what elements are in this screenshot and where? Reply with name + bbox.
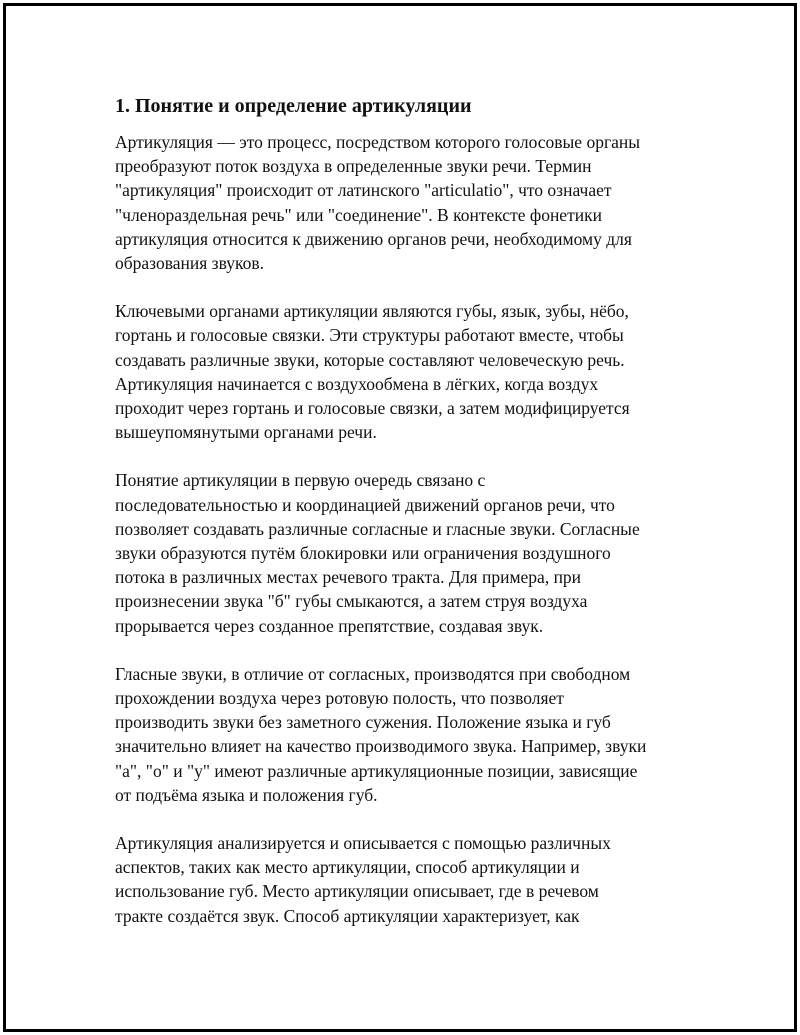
paragraph-line: "а", "о" и "у" имеют различные артикуляционные позиции, зависящие	[115, 760, 638, 781]
paragraph-line: Артикуляция анализируется и описывается с помощью различных	[115, 833, 611, 854]
paragraph-line: использование губ. Место артикуляции описывает, где в речевом	[115, 881, 599, 902]
paragraph-line: Гласные звуки, в отличие от согласных, производятся при свободном	[115, 663, 631, 684]
paragraph-line: вышеупомянутыми органами речи.	[115, 422, 377, 443]
paragraph-line: прохождении воздуха через ротовую полость, что позволяет	[115, 688, 564, 709]
paragraph-line: тракте создаётся звук. Способ артикуляции характеризует, как	[115, 905, 580, 926]
paragraph-2	[115, 299, 685, 444]
paragraph-line: позволяет создавать различные согласные и гласные звуки. Согласные	[115, 518, 640, 539]
paragraph-line: проходит через гортань и голосовые связки, а затем модифицируется	[115, 398, 630, 419]
paragraph-5	[115, 831, 685, 928]
paragraph-line: звуки образуются путём блокировки или ограничения воздушного	[115, 543, 611, 564]
document-body	[115, 94, 685, 952]
paragraph-line: производить звуки без заметного сужения. Положение языка и губ	[115, 712, 611, 733]
paragraph-line: артикуляция относится к движению органов речи, необходимому для	[115, 228, 632, 249]
paragraph-1	[115, 130, 685, 275]
paragraph-3	[115, 468, 685, 637]
paragraph-line: последовательностью и координацией движений органов речи, что	[115, 494, 615, 515]
paragraph-line: от подъёма языка и положения губ.	[115, 784, 378, 805]
paragraph-line: значительно влияет на качество производимого звука. Например, звуки	[115, 736, 647, 757]
paragraph-line: преобразуют поток воздуха в определенные звуки речи. Термин	[115, 156, 592, 177]
paragraph-line: Артикуляция — это процесс, посредством которого голосовые органы	[115, 132, 641, 152]
paragraph-line: создавать различные звуки, которые составляют человеческую речь.	[115, 349, 625, 370]
paragraph-4	[115, 662, 685, 807]
paragraph-line: Артикуляция начинается с воздухообмена в лёгких, когда воздух	[115, 373, 599, 394]
paragraph-line: "артикуляция" происходит от латинского "articulatio", что означает	[115, 180, 612, 201]
paragraph-line: образования звуков.	[115, 253, 265, 274]
paragraph-line: аспектов, таких как место артикуляции, способ артикуляции и	[115, 857, 580, 878]
paragraph-line: потока в различных местах речевого тракта. Для примера, при	[115, 567, 582, 588]
paragraph-line: Понятие артикуляции в первую очередь связано с	[115, 470, 486, 491]
paragraph-line: "членораздельная речь" или "соединение". В контексте фонетики	[115, 204, 602, 225]
paragraph-line: гортань и голосовые связки. Эти структуры работают вместе, чтобы	[115, 325, 624, 346]
paragraph-line: Ключевыми органами артикуляции являются губы, язык, зубы, нёбо,	[115, 301, 629, 322]
paragraph-line: произнесении звука "б" губы смыкаются, а затем струя воздуха	[115, 591, 588, 612]
paragraph-line: прорывается через созданное препятствие, создавая звук.	[115, 615, 544, 636]
section-heading: 1. Понятие и определение артикуляции	[115, 95, 472, 117]
